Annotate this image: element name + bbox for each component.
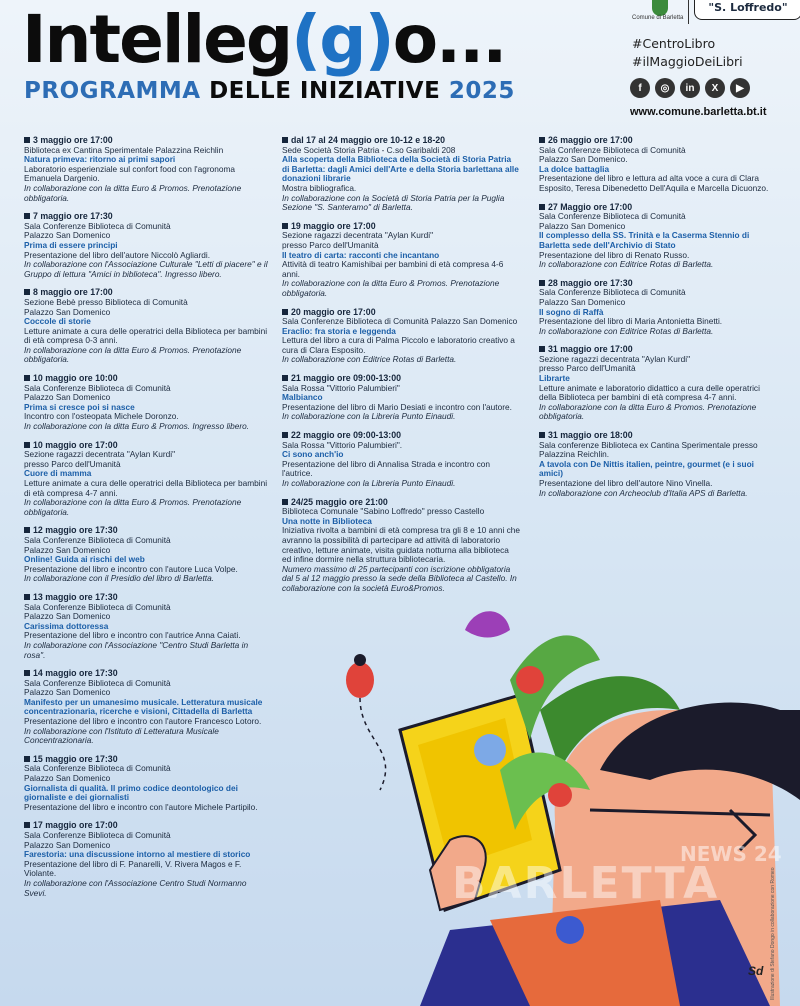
event-description: Presentazione del libro e incontro con l'autrice Anna Caiati. <box>24 630 241 641</box>
title-part: ( <box>291 1 320 78</box>
event-note: In collaborazione con l'Istituto di Letteratura Musicale Concentrazionaria. <box>24 725 219 746</box>
event-description: Presentazione del libro di Maria Antonietta Binetti. <box>539 316 723 327</box>
event-venue: Sala conferenze Biblioteca ex Cantina Sperimentale presso Palazzina Reichlin. <box>539 439 758 460</box>
event-date: 27 Maggio ore 17:00 <box>539 203 777 213</box>
instagram-icon[interactable]: ◎ <box>655 78 675 98</box>
events-column-middle <box>282 136 520 603</box>
event-venue: Sezione ragazzi decentrata "Aylan Kurdi" <box>24 449 176 460</box>
event-title: Librarte <box>539 373 570 384</box>
title-part: ) <box>364 1 393 78</box>
illustration-credit: Illustrazione di Stefano Dongo in collaborazione con Romeo <box>770 867 776 1000</box>
event-item <box>24 212 270 279</box>
event-title: Online! Guida ai rischi del web <box>24 554 145 565</box>
comune-crest-icon <box>652 0 668 16</box>
event-note: In collaborazione con la ditta Euro & Promos. Prenotazione obbligatoria. <box>24 344 242 365</box>
logo-divider <box>688 0 689 24</box>
subtitle-part: 2025 <box>448 78 515 104</box>
event-description: Letture animate a cura delle operatrici della Biblioteca per bambini di età compresa 4-7 anni. <box>24 478 268 498</box>
event-description: Lettura del libro a cura di Palma Piccolo e laboratorio creativo a cura di Clara Esposito. <box>282 335 515 355</box>
event-venue: Palazzo San Domenico <box>539 296 626 307</box>
facebook-icon[interactable]: f <box>630 78 650 98</box>
event-title: Farestoria: una discussione intorno al mestiere di storico <box>24 849 251 860</box>
youtube-icon[interactable]: ▶ <box>730 78 750 98</box>
event-description: Iniziativa rivolta a bambini di età compresa tra gli 8 e 10 anni che avranno la possibilità di partecipare ad attività di laboratorio creativo, letture animate, visita guidata notturna alla biblioteca ed infine dormire nella struttura bibliotecaria. <box>282 525 520 565</box>
event-item <box>24 288 270 365</box>
event-title: Cuore di mamma <box>24 468 92 479</box>
event-date: 8 maggio ore 17:00 <box>24 288 270 298</box>
event-title: Natura primeva: ritorno ai primi sapori <box>24 154 176 165</box>
event-title: A tavola con De Nittis italien, peintre, gourmet (e i suoi amici) <box>539 458 754 479</box>
subtitle-part: PROGRAMMA <box>24 78 210 104</box>
event-description: Presentazione del libro e incontro con l'autore Francesco Lotoro. <box>24 716 262 727</box>
event-item <box>24 374 270 432</box>
event-date: 10 maggio ore 17:00 <box>24 441 270 451</box>
event-description: Presentazione del libro e lettura ad alta voce a cura di Clara Esposito, Teresa Dibenedetto Dell'Aquila e Marcella Dicuonzo. <box>539 173 769 193</box>
event-item <box>539 279 777 337</box>
event-venue: Sala Conferenze Biblioteca di Comunità <box>24 601 171 612</box>
event-date: 31 maggio ore 18:00 <box>539 431 777 441</box>
event-note: In collaborazione con Archeoclub d'Italia APS di Barletta. <box>539 487 748 498</box>
event-date: 24/25 maggio ore 21:00 <box>282 498 520 508</box>
event-description: Presentazione del libro e incontro con l'autore Luca Volpe. <box>24 563 238 574</box>
event-item <box>282 498 520 594</box>
event-item <box>282 136 520 213</box>
event-date: dal 17 al 24 maggio ore 10-12 e 18-20 <box>282 136 520 146</box>
event-note: In collaborazione con la Libreria Punto Einaudi. <box>282 478 456 488</box>
event-title: La dolce battaglia <box>539 163 610 174</box>
event-item <box>539 136 777 194</box>
event-item <box>24 526 270 584</box>
event-item <box>282 431 520 489</box>
event-note: Numero massimo di 25 partecipanti con iscrizione obbligatoria dal 5 al 12 maggio presso la sede della Biblioteca al Castello. In collaborazione con la società Euro&Promos. <box>282 563 517 593</box>
event-title: Prima di essere principi <box>24 239 118 250</box>
event-venue: Sala Conferenze Biblioteca di Comunità <box>24 763 171 774</box>
event-venue: Sala Conferenze Biblioteca di Comunità Palazzo San Domenico <box>282 316 518 327</box>
event-venue: Sede Società Storia Patria - C.so Garibaldi 208 <box>282 144 456 155</box>
event-venue: Sezione ragazzi decentrata "Aylan Kurdi" <box>539 353 691 364</box>
event-title: Eraclio: fra storia e leggenda <box>282 325 396 336</box>
event-description: Attività di teatro Kamishibai per bambini di età compresa 4-6 anni. <box>282 259 504 279</box>
event-title: Una notte in Biblioteca <box>282 515 372 526</box>
event-date: 20 maggio ore 17:00 <box>282 308 520 318</box>
event-note: In collaborazione con la ditta Euro & Promos. Prenotazione obbligatoria. <box>282 278 500 298</box>
event-title: Alla scoperta della Biblioteca della Società di Storia Patria di Barletta: dagli Amici dell'Arte e della Storia barlettana alle donazioni librarie <box>282 154 519 184</box>
title-part: g <box>319 1 365 78</box>
event-date: 7 maggio ore 17:30 <box>24 212 270 222</box>
event-venue: Biblioteca Comunale "Sabino Loffredo" presso Castello <box>282 506 485 517</box>
event-title: Manifesto per un umanesimo musicale. Letteratura musicale concentrazionaria, ricerche e visioni, Cittadella di Barletta <box>24 696 263 717</box>
event-note: In collaborazione con la ditta Euro & Promos. Prenotazione obbligatoria. <box>24 182 242 203</box>
event-venue: Sala Conferenze Biblioteca di Comunità <box>539 144 686 155</box>
hashtag: #ilMaggioDeiLibri <box>632 54 743 69</box>
event-date: 3 maggio ore 17:00 <box>24 136 270 146</box>
linkedin-icon[interactable]: in <box>680 78 700 98</box>
title-part: Intelleg <box>22 1 292 78</box>
event-note: In collaborazione con Editrice Rotas di Barletta. <box>282 354 457 365</box>
event-title: Malbianco <box>282 392 323 403</box>
event-note: In collaborazione con la ditta Euro & Promos. Prenotazione obbligatoria. <box>539 401 757 422</box>
event-date: 28 maggio ore 17:30 <box>539 279 777 289</box>
x-icon[interactable]: X <box>705 78 725 98</box>
event-item <box>24 821 270 898</box>
event-date: 14 maggio ore 17:30 <box>24 669 270 679</box>
event-venue: Sala Rossa "Vittorio Palumbieri" <box>282 382 400 393</box>
event-title: Ci sono anch'io <box>282 449 344 460</box>
watermark: BARLETTA <box>452 858 720 909</box>
event-venue: presso Parco dell'Umanità <box>539 363 636 374</box>
event-note: In collaborazione con Editrice Rotas di Barletta. <box>539 325 714 336</box>
event-note: In collaborazione con la ditta Euro & Promos. Ingresso libero. <box>24 421 250 432</box>
event-venue: Sala Conferenze Biblioteca di Comunità <box>24 830 171 840</box>
event-item <box>282 222 520 299</box>
event-note: In collaborazione con Editrice Rotas di Barletta. <box>539 259 714 270</box>
event-venue: Sala Conferenze Biblioteca di Comunità <box>24 382 171 393</box>
event-description: Presentazione del libro di Annalisa Strada e incontro con l'autrice. <box>282 458 491 479</box>
event-description: Presentazione del libro di Mario Desiati e incontro con l'autore. <box>282 401 512 412</box>
event-date: 10 maggio ore 10:00 <box>24 374 270 384</box>
event-venue: Palazzo San Domenico <box>24 687 111 698</box>
event-venue: Sala Conferenze Biblioteca di Comunità <box>24 220 171 231</box>
event-venue: Sala Conferenze Biblioteca di Comunità <box>539 211 686 222</box>
event-venue: Palazzo San Domenico <box>24 392 111 403</box>
event-venue: Sala Conferenze Biblioteca di Comunità <box>24 534 171 545</box>
event-description: Presentazione del libro dell'autore Niccolò Agliardi. <box>24 249 211 260</box>
event-note: In collaborazione con l'Associazione "Centro Studi Barletta in rosa". <box>24 639 249 660</box>
event-description: Presentazione del libro di Renato Russo. <box>539 249 690 260</box>
event-venue: Palazzo San Domenico <box>24 544 111 555</box>
event-description: Incontro con l'osteopata Michele Doronzo. <box>24 411 179 422</box>
website-link[interactable]: www.comune.barletta.bt.it <box>630 106 767 118</box>
event-date: 13 maggio ore 17:30 <box>24 593 270 603</box>
event-venue: Sala Rossa "Vittorio Palumbieri". <box>282 439 403 450</box>
title-part: o... <box>392 1 506 78</box>
event-venue: Biblioteca ex Cantina Sperimentale Palazzina Reichlin <box>24 144 224 155</box>
library-logo: "S. Loffredo" <box>694 0 800 20</box>
event-description: Presentazione del libro e incontro con l'autore Michele Partipilo. <box>24 801 258 812</box>
event-venue: Sala Conferenze Biblioteca di Comunità <box>539 287 686 298</box>
event-note: In collaborazione con la Libreria Punto Einaudi. <box>282 411 456 422</box>
event-item <box>282 308 520 366</box>
event-venue: Palazzo San Domenico. <box>539 154 628 165</box>
event-date: 17 maggio ore 17:00 <box>24 821 270 831</box>
event-item <box>539 431 777 498</box>
event-note: In collaborazione con l'Associazione Centro Studi Normanno Svevi. <box>24 877 247 898</box>
event-title: Prima si cresce poi si nasce <box>24 401 135 412</box>
event-title: Il teatro di carta: racconti che incantano <box>282 249 440 260</box>
events-column-right <box>539 136 777 507</box>
event-item <box>539 203 777 270</box>
events-column-left <box>24 136 270 907</box>
event-venue: presso Parco dell'Umanità <box>282 239 379 250</box>
event-date: 21 maggio ore 09:00-13:00 <box>282 374 520 384</box>
event-date: 19 maggio ore 17:00 <box>282 222 520 232</box>
event-description: Presentazione del libro dell'autore Nino Vinella. <box>539 478 713 488</box>
event-date: 26 maggio ore 17:00 <box>539 136 777 146</box>
event-title: Giornalista di qualità. Il primo codice deontologico dei giornaliste e dei giornalisti <box>24 782 238 803</box>
event-title: Il sogno di Raffà <box>539 306 604 317</box>
event-item <box>24 441 270 518</box>
page-title <box>22 0 505 80</box>
event-description: Mostra bibliografica. <box>282 182 357 193</box>
event-description: Presentazione del libro di F. Panarelli, V. Rivera Magos e F. Violante. <box>24 858 242 879</box>
watermark-badge: NEWS 24 <box>680 842 782 866</box>
event-date: 22 maggio ore 09:00-13:00 <box>282 431 520 441</box>
event-title: Coccole di storie <box>24 316 91 327</box>
event-venue: Palazzo San Domenico <box>24 306 111 317</box>
event-venue: presso Parco dell'Umanità <box>24 458 121 469</box>
page-subtitle <box>24 78 515 104</box>
event-title: Carissima dottoressa <box>24 620 109 631</box>
artist-signature: Sd <box>748 964 764 978</box>
hashtag: #CentroLibro <box>632 36 716 51</box>
event-item <box>24 755 270 813</box>
event-note: In collaborazione con il Presidio del libro di Barletta. <box>24 573 215 584</box>
event-venue: Palazzo San Domenico <box>539 220 626 231</box>
event-item <box>24 136 270 203</box>
event-note: In collaborazione con la ditta Euro & Promos. Prenotazione obbligatoria. <box>24 497 242 517</box>
event-title: Il complesso della SS. Trinità e la Caserma Stennio di Barletta sede dell'Archivio di Stato <box>539 230 750 250</box>
event-item <box>539 345 777 422</box>
event-venue: Sezione ragazzi decentrata "Aylan Kurdi" <box>282 230 434 241</box>
subtitle-part: DELLE INIZIATIVE <box>209 78 449 104</box>
event-note: In collaborazione con l'Associazione Culturale "Letti di piacere" e il Gruppo di lettura "Amici in biblioteca". Ingresso libero. <box>24 259 268 279</box>
event-venue: Sala Conferenze Biblioteca di Comunità <box>24 677 171 688</box>
event-description: Letture animate e laboratorio didattico a cura delle operatrici della Biblioteca per bambini di età compresa 4-7 anni. <box>539 382 760 403</box>
event-date: 31 maggio ore 17:00 <box>539 345 777 355</box>
event-item <box>24 593 270 660</box>
reader-illustration <box>300 600 800 1006</box>
comune-label: Comune di Barletta <box>632 15 684 21</box>
event-note: In collaborazione con la Società di Storia Patria per la Puglia Sezione "S. Santeramo" di Barletta. <box>282 192 505 213</box>
event-item <box>24 669 270 746</box>
social-links <box>630 78 750 98</box>
event-venue: Palazzo San Domenico <box>24 230 111 241</box>
event-date: 12 maggio ore 17:30 <box>24 526 270 536</box>
event-venue: Palazzo San Domenico <box>24 773 111 784</box>
event-venue: Sezione Bebè presso Biblioteca di Comunità <box>24 296 188 307</box>
event-item <box>282 374 520 422</box>
event-description: Laboratorio esperienziale sul confort food con l'agronoma Emanuela Dargenio. <box>24 163 235 184</box>
logo-block <box>632 0 800 28</box>
event-venue: Palazzo San Domenico <box>24 611 111 622</box>
event-venue: Palazzo San Domenico <box>24 839 111 850</box>
event-date: 15 maggio ore 17:30 <box>24 755 270 765</box>
event-description: Letture animate a cura delle operatrici della Biblioteca per bambini di età compresa 0-3 anni. <box>24 325 268 346</box>
